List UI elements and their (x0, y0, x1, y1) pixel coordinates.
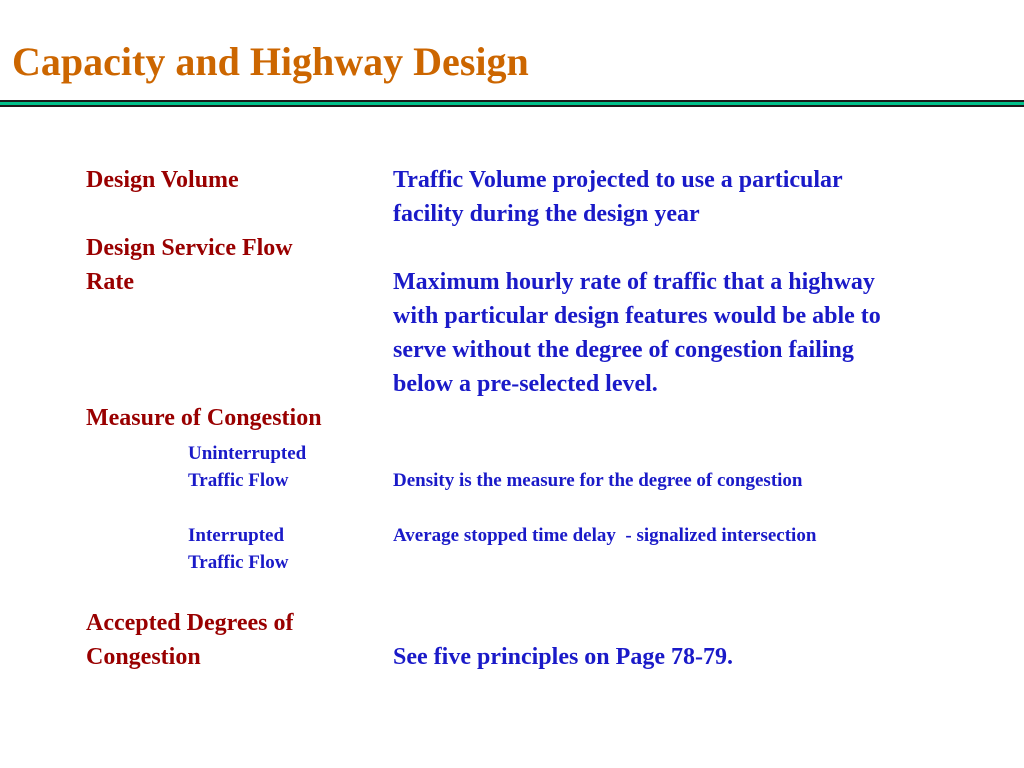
definition-design-service-flow-rate-line-4: below a pre-selected level. (393, 371, 658, 397)
definition-design-service-flow-rate-line-2: with particular design features would be able to (393, 303, 881, 329)
definition-uninterrupted-flow: Density is the measure for the degree of congestion (393, 470, 803, 491)
sub-term-interrupted-line-1: Interrupted (188, 525, 285, 546)
slide-title: Capacity and Highway Design (12, 39, 529, 84)
term-accepted-degrees-line-1: Accepted Degrees of (86, 610, 294, 636)
definition-design-service-flow-rate-line-3: serve without the degree of congestion failing (393, 337, 854, 363)
definition-interrupted-flow: Average stopped time delay - signalized intersection (393, 525, 817, 546)
sub-term-uninterrupted-line-1: Uninterrupted (188, 443, 307, 464)
term-design-service-flow-rate-line-2: Rate (86, 269, 134, 295)
definition-design-volume-line-2: facility during the design year (393, 201, 700, 227)
title-divider (0, 100, 1024, 107)
term-measure-of-congestion: Measure of Congestion (86, 405, 322, 431)
term-design-volume: Design Volume (86, 167, 239, 193)
definition-design-service-flow-rate-line-1: Maximum hourly rate of traffic that a highway (393, 269, 875, 295)
term-design-service-flow-rate-line-1: Design Service Flow (86, 235, 293, 261)
definition-design-volume-line-1: Traffic Volume projected to use a particular (393, 167, 843, 193)
sub-term-uninterrupted-line-2: Traffic Flow (188, 470, 289, 491)
term-accepted-degrees-line-2: Congestion (86, 644, 201, 670)
definition-accepted-degrees: See five principles on Page 78-79. (393, 644, 733, 670)
sub-term-interrupted-line-2: Traffic Flow (188, 552, 289, 573)
